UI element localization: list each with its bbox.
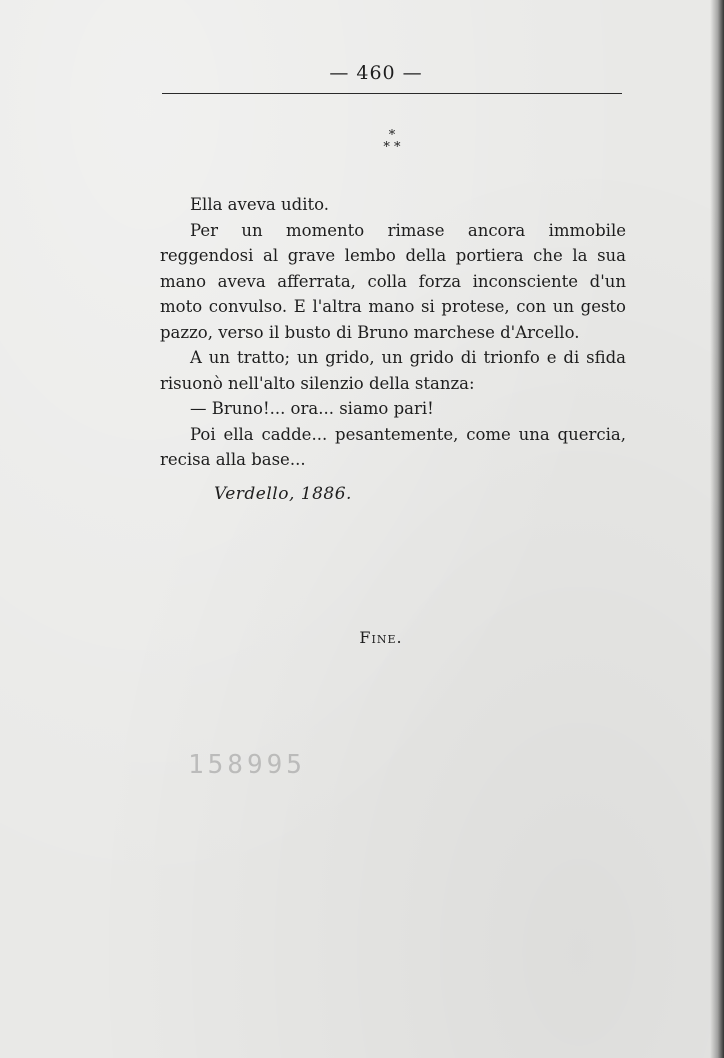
paragraph-4: — Bruno!... ora... siamo pari! (190, 399, 434, 418)
asterism-top: * (388, 128, 396, 143)
paragraph-5: Poi ella cadde... pesantemente, come una quercia, recisa alla base... (160, 424, 626, 469)
asterism (372, 130, 412, 154)
inventory-stamp: 158995 (188, 750, 306, 780)
paragraph-1: Ella aveva udito. (190, 195, 329, 214)
paragraph-2: Per un momento rimase ancora immobile reggendosi al grave lembo della portiera che la sua mano aveva afferrata, colla forza inconsciente d'un moto convulso. E l'altra mano si protese, con un gesto pazzo, verso il busto di Bruno marchese d'Arcello. (160, 220, 626, 342)
page-edge-shadow (710, 0, 724, 1058)
paragraph-3: A un tratto; un grido, un grido di trionfo e di sfida risuonò nell'alto silenzio della stanza: (160, 348, 626, 393)
asterism-bottom: * * (383, 140, 401, 155)
body-text (160, 192, 626, 473)
header-rule (162, 93, 622, 94)
page-number: — 460 — (329, 62, 423, 84)
place-date-signature: Verdello, 1886. (214, 484, 352, 504)
end-mark: Fine. (359, 628, 403, 647)
